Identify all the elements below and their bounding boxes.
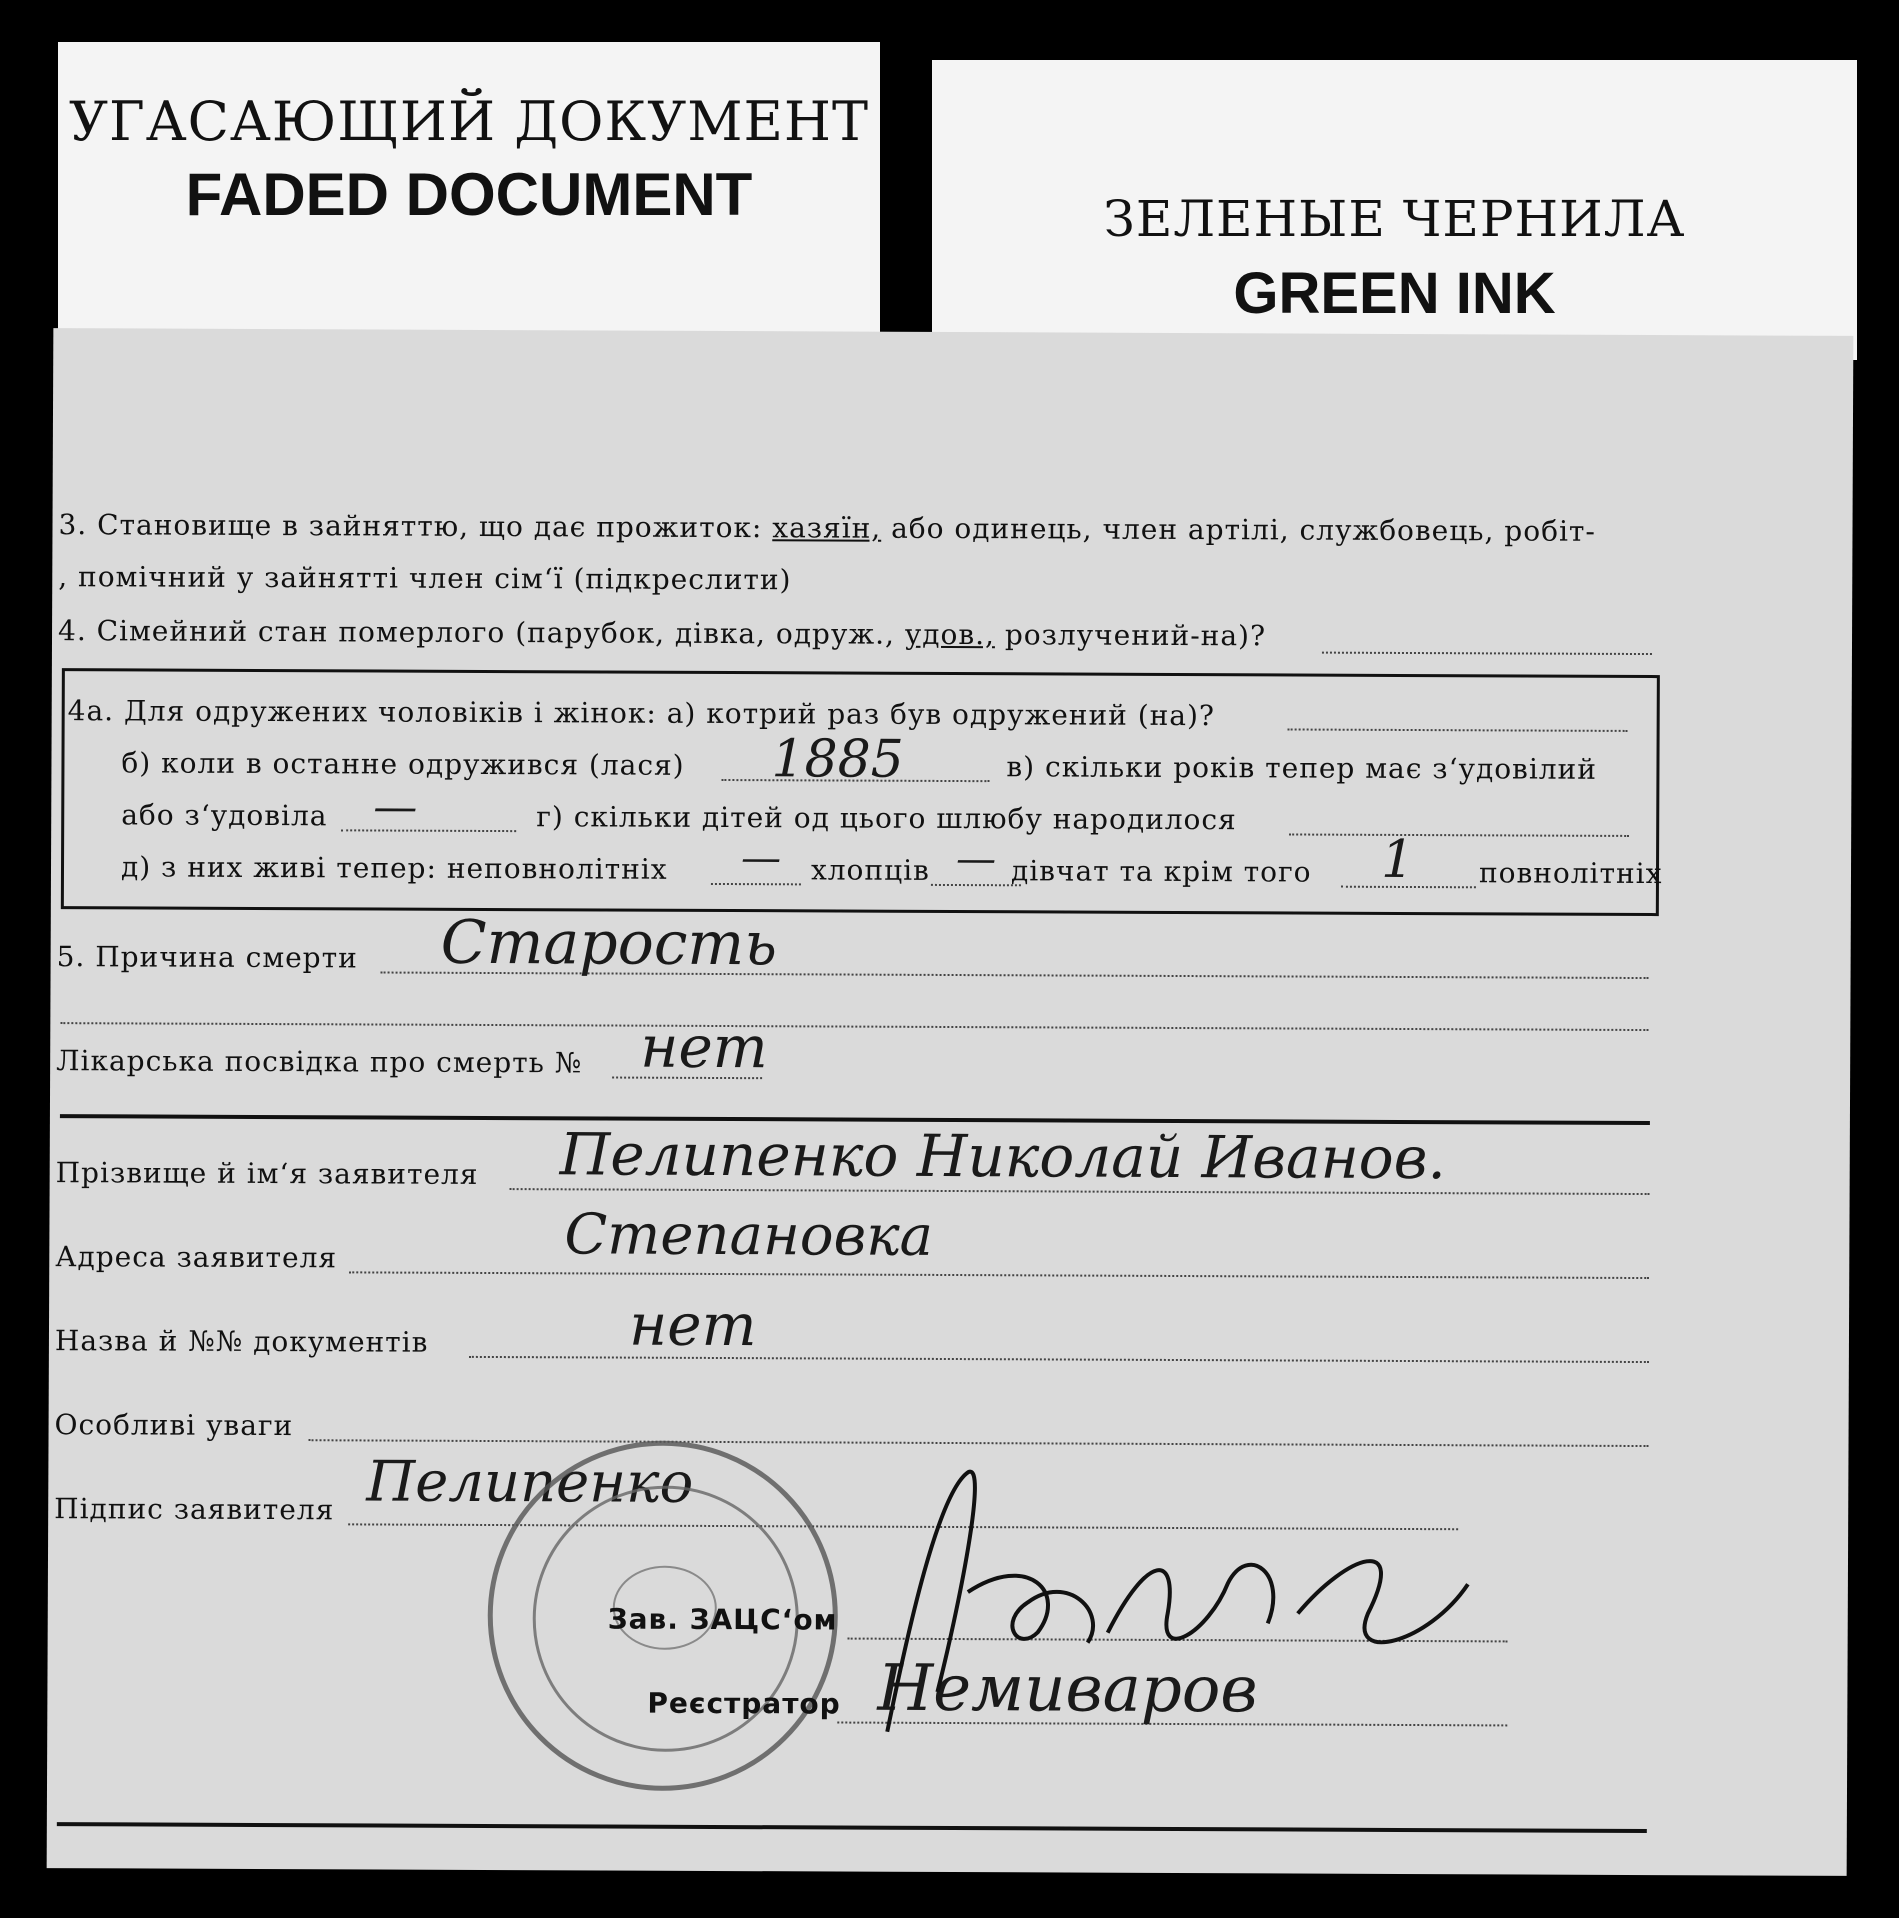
hw-married-year: 1885 [771, 729, 904, 790]
signature-label: Підпис заявителя [54, 1492, 335, 1527]
q4a-line2-a: б) коли в останне одружився (лася) [121, 746, 685, 782]
applicant-name-label: Прізвище й ім‘я заявителя [55, 1156, 479, 1191]
faded-document-label [58, 42, 880, 342]
q4a-line4-a: д) з них живі тепер: неповнолітніх [120, 850, 668, 886]
q4a-line2-b: в) скільки років тепер має з‘удовілий [1006, 750, 1597, 786]
hw-adults: 1 [1380, 829, 1415, 891]
q4a-boys-line [931, 884, 1021, 886]
q5-second-line [60, 1022, 1648, 1031]
death-record-form [47, 328, 1854, 1876]
hw-registrar-signature: Немиваров [877, 1651, 1258, 1728]
hw-documents: нет [628, 1290, 757, 1360]
q5-cause-of-death: 5. Причина смерти [56, 940, 358, 975]
hw-children-minor: — [740, 835, 782, 882]
registrar-label: Реєстратор [647, 1686, 841, 1721]
label-green-ru: ЗЕЛЕНЫЕ ЧЕРНИЛА [1103, 190, 1686, 248]
q3-line1: 3. Становище в зайняттю, що дає прожиток: хазяїн, або одинець, член артілі, службовець, робіт- [58, 508, 1596, 548]
hw-applicant-address: Степановка [564, 1202, 934, 1269]
q4-underlined-option: удов., [904, 617, 996, 652]
notes-label: Особливі уваги [54, 1408, 294, 1443]
q4a-line1: 4а. Для одружених чоловіків і жінок: а) котрий раз був одружений (на)? [67, 694, 1216, 733]
q4a-line4-d: повнолітніх [1478, 856, 1663, 891]
hw-applicant-signature: Пелипенко [366, 1449, 694, 1516]
bottom-divider [57, 1822, 1647, 1833]
label-faded-ru: УГАСАЮЩИЙ ДОКУМЕНТ [68, 90, 870, 153]
q4a-line4-b: хлопців [810, 853, 930, 887]
q4a-line3-b: г) скільки дітей од цього шлюбу народилося [536, 800, 1237, 837]
label-faded-en: FADED DOCUMENT [185, 161, 753, 228]
documents-label: Назва й №№ документів [54, 1324, 429, 1359]
q4a-line4-c: дівчат та крім того [1010, 854, 1312, 889]
q4-answer-line [1322, 652, 1652, 655]
hw-boys: — [955, 836, 997, 883]
applicant-address-line [349, 1271, 1649, 1279]
head-of-registry-label: Зав. ЗАЦС‘ом [607, 1602, 838, 1637]
q4-marital-status: 4. Сімейний стан померлого (парубок, дівка, одруж., удов., розлучений-на)? [57, 614, 1267, 653]
q3-line2: , помічний у зайнятті член сім‘ї (підкреслити) [58, 560, 792, 597]
registrar-scrawl-signature [847, 1432, 1528, 1775]
q3-underlined-option: хазяїн, [772, 511, 882, 545]
q4a-minor-line [711, 883, 801, 885]
green-ink-label [932, 60, 1857, 360]
q4a-line3-a: або з‘удовіла [121, 798, 328, 833]
hw-cause-of-death: Старость [440, 907, 778, 980]
applicant-address-label: Адреса заявителя [55, 1240, 338, 1275]
hw-certificate-no: нет [640, 1012, 768, 1082]
label-green-en: GREEN INK [1233, 261, 1556, 326]
medical-certificate: Лікарська посвідка про смерть № [56, 1044, 583, 1080]
hw-widowed-years: — [373, 781, 418, 833]
hw-applicant-name: Пелипенко Николай Иванов. [559, 1120, 1447, 1193]
